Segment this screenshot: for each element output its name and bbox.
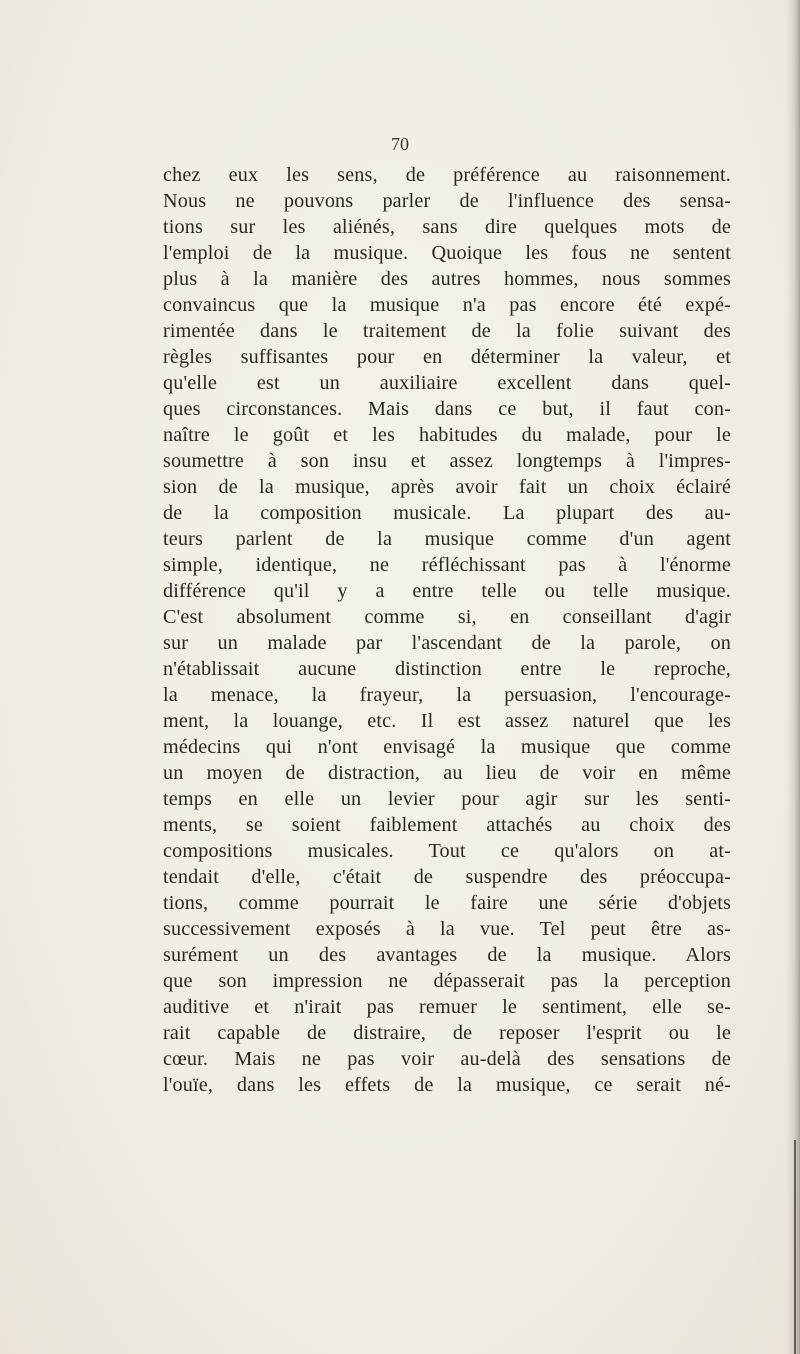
- text-line: compositions musicales. Tout ce qu'alors on at-: [163, 840, 731, 862]
- body-text: [163, 162, 731, 1098]
- text-line: rait capable de distraire, de reposer l'esprit ou le: [163, 1022, 731, 1044]
- page-edge-shadow: [786, 0, 800, 1354]
- text-line: qu'elle est un auxiliaire excellent dans quel-: [163, 372, 731, 394]
- text-line: ques circonstances. Mais dans ce but, il faut con-: [163, 398, 731, 420]
- text-line: de la composition musicale. La plupart des au-: [163, 502, 731, 524]
- text-line: auditive et n'irait pas remuer le sentiment, elle se-: [163, 996, 731, 1018]
- text-line: chez eux les sens, de préférence au raisonnement.: [163, 164, 731, 186]
- text-line: l'emploi de la musique. Quoique les fous ne sentent: [163, 242, 731, 264]
- text-line: sur un malade par l'ascendant de la parole, on: [163, 632, 731, 654]
- text-line: soumettre à son insu et assez longtemps à l'impres-: [163, 450, 731, 472]
- text-line: un moyen de distraction, au lieu de voir en même: [163, 762, 731, 784]
- text-line: règles suffisantes pour en déterminer la valeur, et: [163, 346, 731, 368]
- text-line: convaincus que la musique n'a pas encore été expé-: [163, 294, 731, 316]
- text-line: successivement exposés à la vue. Tel peut être as-: [163, 918, 731, 940]
- text-line: l'ouïe, dans les effets de la musique, ce serait né-: [163, 1074, 731, 1096]
- text-line: que son impression ne dépasserait pas la perception: [163, 970, 731, 992]
- text-line: Nous ne pouvons parler de l'influence des sensa-: [163, 190, 731, 212]
- text-line: tions, comme pourrait le faire une série d'objets: [163, 892, 731, 914]
- text-line: médecins qui n'ont envisagé la musique que comme: [163, 736, 731, 758]
- page-edge-line: [794, 1140, 796, 1354]
- text-line: simple, identique, ne réfléchissant pas à l'énorme: [163, 554, 731, 576]
- text-line: ment, la louange, etc. Il est assez naturel que les: [163, 710, 731, 732]
- text-line: C'est absolument comme si, en conseillant d'agir: [163, 606, 731, 628]
- text-line: n'établissait aucune distinction entre le reproche,: [163, 658, 731, 680]
- text-line: sion de la musique, après avoir fait un choix éclairé: [163, 476, 731, 498]
- text-line: naître le goût et les habitudes du malade, pour le: [163, 424, 731, 446]
- text-line: teurs parlent de la musique comme d'un agent: [163, 528, 731, 550]
- text-line: rimentée dans le traitement de la folie suivant des: [163, 320, 731, 342]
- text-line: tendait d'elle, c'était de suspendre des préoccupa-: [163, 866, 731, 888]
- text-line: tions sur les aliénés, sans dire quelques mots de: [163, 216, 731, 238]
- page-number: 70: [391, 134, 409, 154]
- text-line: temps en elle un levier pour agir sur les senti-: [163, 788, 731, 810]
- text-line: plus à la manière des autres hommes, nous sommes: [163, 268, 731, 290]
- text-line: la menace, la frayeur, la persuasion, l'encourage-: [163, 684, 731, 706]
- text-line: cœur. Mais ne pas voir au-delà des sensations de: [163, 1048, 731, 1070]
- text-line: ments, se soient faiblement attachés au choix des: [163, 814, 731, 836]
- text-line: surément un des avantages de la musique. Alors: [163, 944, 731, 966]
- text-line: différence qu'il y a entre telle ou telle musique.: [163, 580, 731, 602]
